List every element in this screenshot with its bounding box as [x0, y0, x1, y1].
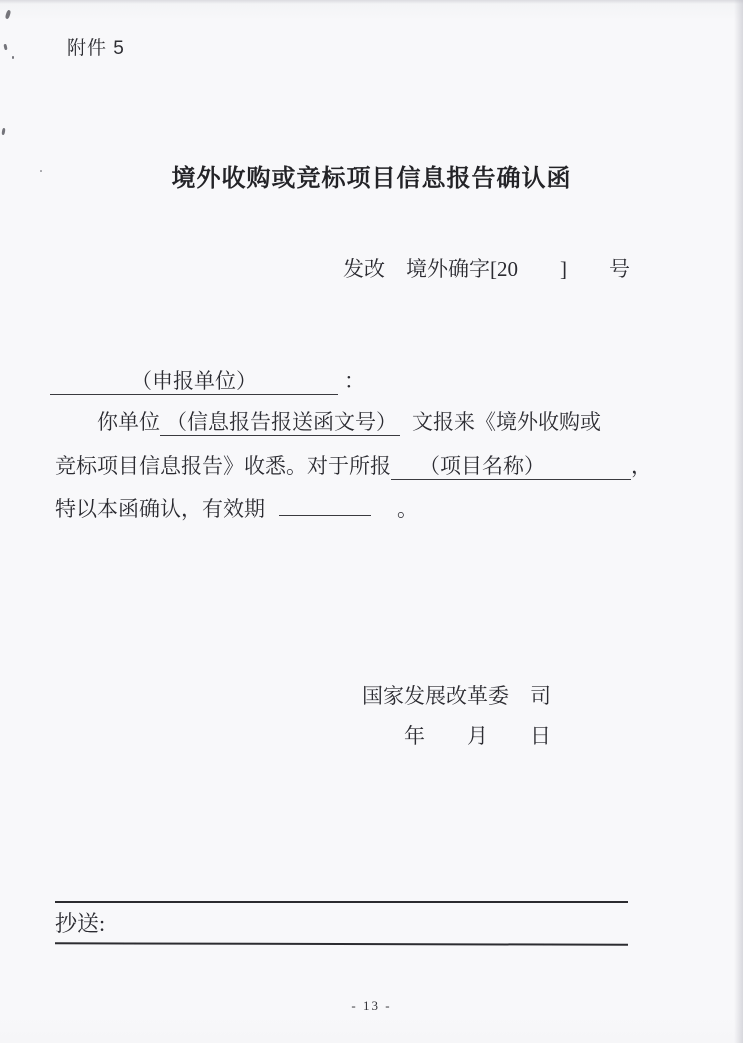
scan-top-edge-shadow: [0, 0, 743, 4]
attachment-label: 附件 5: [67, 38, 125, 59]
signature-organization: 国家发展改革委 司: [362, 684, 551, 708]
scan-speck: [12, 56, 14, 59]
body-line-1: [97, 406, 601, 436]
body-line-3: [55, 493, 418, 523]
report-doc-number-blank-field: （信息报告报送函文号）: [160, 409, 400, 436]
scan-speck: [1, 128, 5, 135]
validity-period-blank-field: [279, 515, 371, 516]
body-line3-pre: 特以本函确认，有效期: [55, 497, 265, 521]
scan-speck: [3, 44, 7, 50]
scan-right-edge-shadow: [734, 0, 743, 1043]
applicant-blank-field: [50, 368, 338, 395]
body-line-2: [55, 450, 652, 480]
page-number: - 13 -: [351, 998, 392, 1013]
document-number: 发改 境外确字[20 ] 号: [343, 257, 630, 281]
cc-divider-bottom: [55, 942, 628, 946]
applicant-blank-label: （申报单位）: [131, 369, 257, 393]
body-line3-period: 。: [397, 497, 418, 521]
salutation-line: [50, 365, 365, 395]
body-line1-post: 文报来《境外收购或: [412, 410, 601, 434]
document-title: 境外收购或竞标项目信息报告确认函: [171, 165, 572, 192]
body-line2-pre: 竞标项目信息报告》收悉。对于所报: [55, 454, 391, 478]
project-name-blank-field: （项目名称）: [391, 453, 631, 480]
body-line2-comma: ，: [631, 454, 652, 478]
body-line1-pre: 你单位: [97, 410, 160, 434]
cc-divider-top: [55, 901, 628, 903]
cc-label: 抄送:: [55, 911, 106, 936]
scan-speck: [5, 10, 12, 20]
salutation-colon: ：: [344, 369, 365, 393]
signature-date: 年 月 日: [404, 724, 551, 748]
